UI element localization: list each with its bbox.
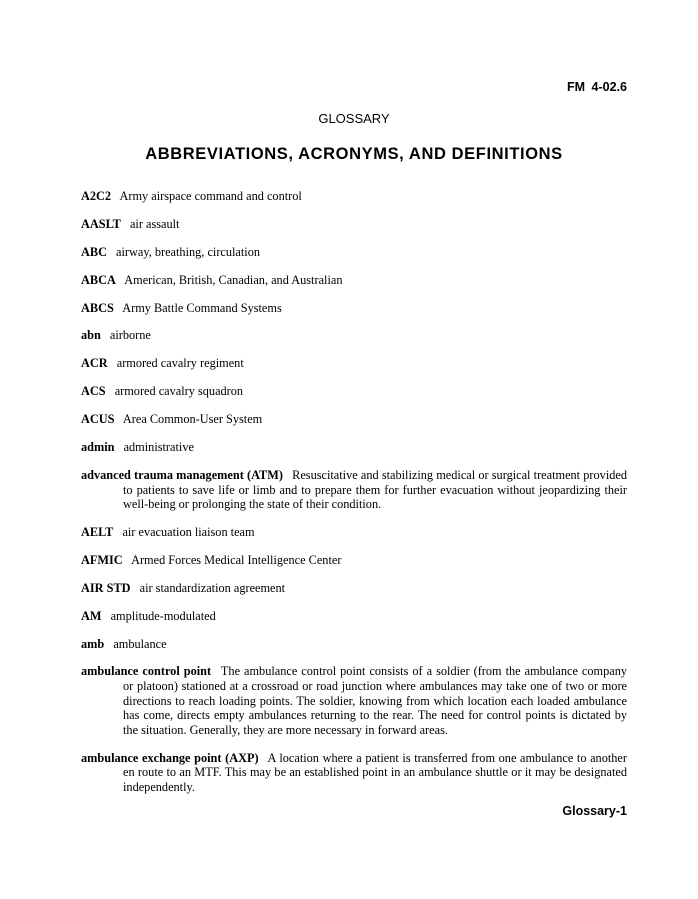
glossary-definition: The ambulance control point consists of a soldier (from the ambulance company or platoon) stationed at a crossroad or road junction where ambulances may take one of two or more directions to reach loading points. The soldier, knowing from which location each loaded ambulance has come, directs empty ambulances returning to the rear. The need for control points is dictated by the situation. Generally, they are more necessary in forward areas. (123, 664, 628, 737)
glossary-entry (81, 273, 627, 288)
glossary-entry (81, 553, 627, 568)
glossary-entry (81, 384, 627, 399)
glossary-entry (81, 301, 627, 316)
glossary-term: ambulance exchange point (AXP) (81, 750, 259, 765)
glossary-term: advanced trauma management (ATM) (81, 467, 283, 482)
glossary-term: ABCA (81, 272, 116, 287)
glossary-term: AASLT (81, 216, 121, 231)
glossary-definition: amplitude-modulated (110, 608, 216, 623)
glossary-term: AIR STD (81, 580, 131, 595)
glossary-definition: armored cavalry regiment (116, 356, 244, 371)
glossary-term: ambulance control point (81, 664, 212, 679)
glossary-definition: airborne (109, 328, 151, 343)
glossary-term: abn (81, 328, 101, 343)
glossary-term: ACS (81, 384, 106, 399)
glossary-definition: air evacuation liaison team (122, 524, 255, 539)
glossary-entry (81, 637, 627, 652)
glossary-term: admin (81, 440, 115, 455)
document-id: FM 4-02.6 (567, 80, 627, 94)
glossary-entry (81, 356, 627, 371)
glossary-entry (81, 189, 627, 204)
glossary-term: AFMIC (81, 552, 123, 567)
glossary-entry (81, 328, 627, 343)
glossary-term: AM (81, 608, 102, 623)
glossary-entry (81, 751, 627, 795)
glossary-definition: Area Common-User System (122, 412, 263, 427)
glossary-definition: Army airspace command and control (119, 189, 302, 203)
glossary-entry (81, 581, 627, 596)
glossary-definition: American, British, Canadian, and Australian (124, 272, 343, 287)
page-title: ABBREVIATIONS, ACRONYMS, AND DEFINITIONS (145, 145, 563, 163)
glossary-definition: airway, breathing, circulation (116, 244, 261, 259)
glossary-entry (81, 440, 627, 455)
glossary-definition: Army Battle Command Systems (122, 300, 282, 315)
glossary-entry (81, 412, 627, 427)
glossary-term: ABC (81, 244, 107, 259)
glossary-definition: administrative (123, 440, 194, 455)
glossary-definition: armored cavalry squadron (114, 384, 244, 399)
glossary-definition: Armed Forces Medical Intelligence Center (131, 552, 342, 567)
glossary-term: AELT (81, 524, 114, 539)
glossary-entry (81, 664, 627, 737)
glossary-term: A2C2 (81, 189, 112, 203)
glossary-entry (81, 245, 627, 260)
glossary-term: ABCS (81, 300, 114, 315)
glossary-definition: air assault (129, 216, 180, 231)
glossary-term: ACR (81, 356, 108, 371)
glossary-term: ACUS (81, 412, 115, 427)
section-label: GLOSSARY (318, 111, 390, 126)
glossary-list (81, 189, 627, 808)
glossary-term: amb (81, 636, 105, 651)
glossary-definition: ambulance (113, 636, 167, 651)
glossary-entry (81, 468, 627, 512)
glossary-entry (81, 217, 627, 232)
glossary-entry (81, 609, 627, 624)
glossary-entry (81, 525, 627, 540)
glossary-definition: air standardization agreement (139, 580, 286, 595)
page-number: Glossary-1 (562, 804, 627, 818)
glossary-definition: A location where a patient is transferred from one ambulance to another en route to an MTF. This may be an established point in an ambulance shuttle or it may be designated independently. (123, 750, 627, 794)
glossary-definition: Resuscitative and stabilizing medical or surgical treatment provided to patients to save life or limb and to prepare them for further evacuation without jeopardizing their well-being or prolonging the state of their condition. (123, 467, 627, 512)
